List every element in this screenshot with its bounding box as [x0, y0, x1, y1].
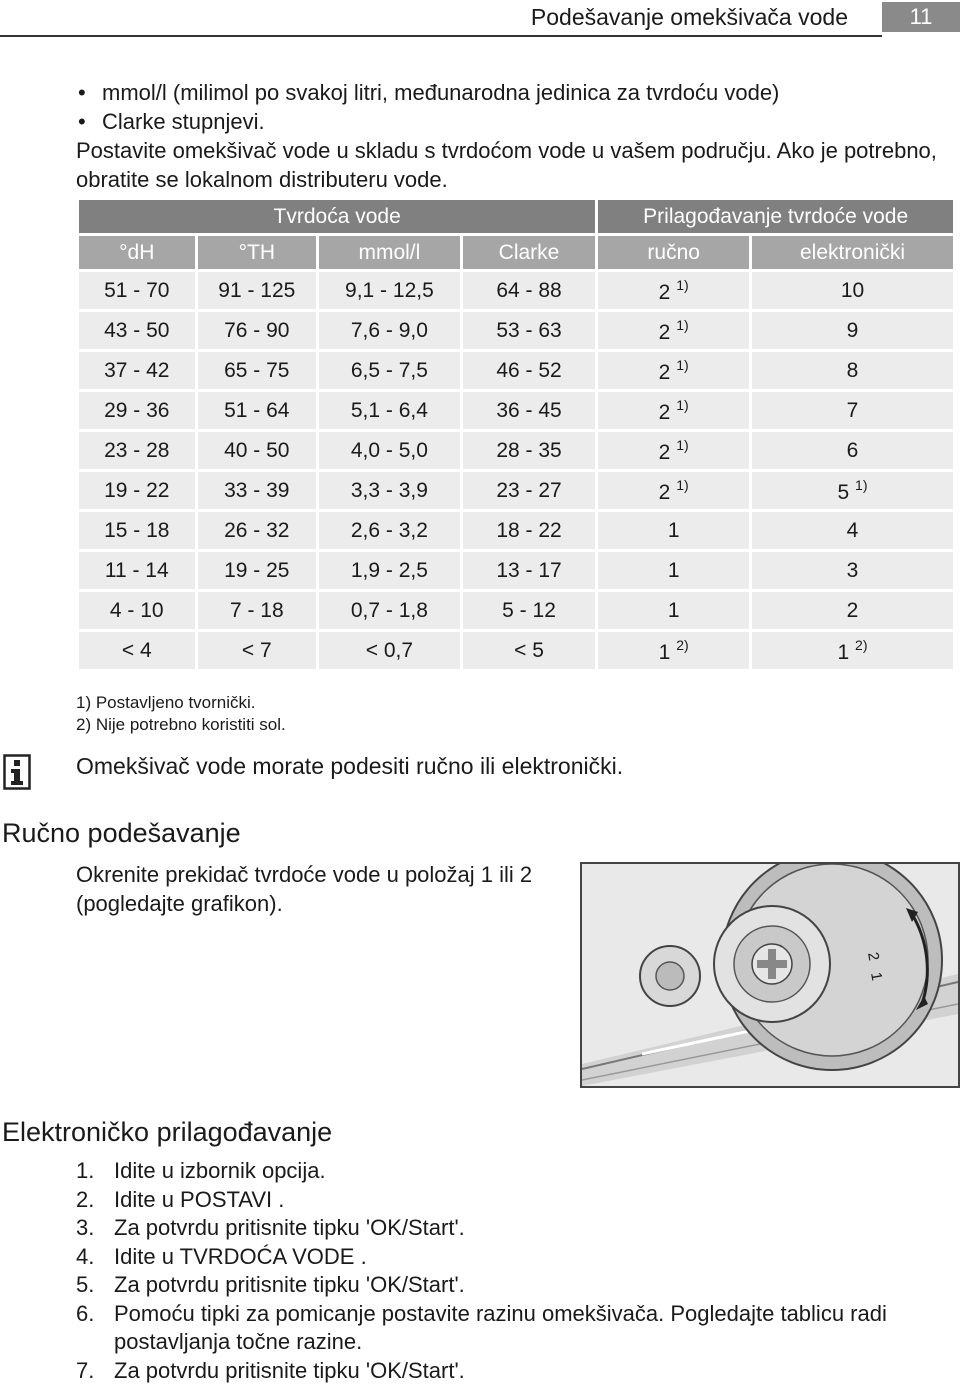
cell-mmol: 3,3 - 3,9 [319, 472, 460, 509]
table-row [79, 432, 953, 469]
column-header-mmol: mmol/l [319, 236, 460, 269]
cell-manual [598, 472, 749, 509]
cell-dh: 51 - 70 [79, 272, 195, 309]
cell-electronic [752, 472, 953, 509]
cell-manual-value: 2 [658, 440, 671, 464]
hardness-dial-figure [580, 862, 960, 1088]
cell-clarke: 36 - 45 [463, 392, 596, 429]
cell-electronic [752, 432, 953, 469]
cell-clarke: 64 - 88 [463, 272, 596, 309]
cell-dh: 37 - 42 [79, 352, 195, 389]
electronic-section-heading: Elektroničko prilagođavanje [2, 1117, 333, 1147]
step-number: 6. [76, 1300, 95, 1326]
table-row [79, 352, 953, 389]
step-number: 7. [76, 1357, 95, 1383]
step-number: 5. [76, 1272, 95, 1297]
cell-clarke: 46 - 52 [463, 352, 596, 389]
footnote-marker: 1) [676, 316, 689, 333]
cell-th: 7 - 18 [198, 592, 317, 629]
step-item [76, 1214, 960, 1243]
cell-mmol: 4,0 - 5,0 [319, 432, 460, 469]
footnote-marker: 1) [676, 476, 689, 493]
cell-clarke: 23 - 27 [463, 472, 596, 509]
cell-manual-value: 1 [667, 518, 680, 542]
cell-th: 33 - 39 [198, 472, 317, 509]
cell-electronic [752, 352, 953, 389]
cell-dh: 23 - 28 [79, 432, 195, 469]
cell-clarke: 28 - 35 [463, 432, 596, 469]
manual-section-heading: Ručno podešavanje [2, 818, 241, 848]
cell-dh: < 4 [79, 632, 195, 669]
cell-manual [598, 272, 749, 309]
cell-electronic [752, 512, 953, 549]
cell-manual [598, 632, 749, 669]
cell-clarke: 18 - 22 [463, 512, 596, 549]
table-row [79, 312, 953, 349]
step-number: 3. [76, 1215, 95, 1240]
cell-manual-value: 2 [658, 280, 671, 304]
step-text: Pomoću tipki za pomicanje postavite razinu omekšivača. Pogledajte tablicu radi postavljanja točne razine. [114, 1300, 887, 1354]
dial-illustration [582, 864, 958, 1086]
column-header-clarke: Clarke [463, 236, 596, 269]
cell-mmol: 0,7 - 1,8 [319, 592, 460, 629]
step-item [76, 1157, 960, 1186]
cell-dh: 19 - 22 [79, 472, 195, 509]
cell-dh: 29 - 36 [79, 392, 195, 429]
cell-manual-value: 1 [667, 558, 680, 582]
header-rule [0, 35, 882, 37]
intro-section [76, 78, 946, 194]
cell-electronic-value: 3 [846, 558, 859, 582]
cell-mmol: 5,1 - 6,4 [319, 392, 460, 429]
table-row [79, 552, 953, 589]
step-number: 2. [76, 1186, 95, 1212]
manual-section-text: Okrenite prekidač tvrdoće vode u položaj 1 ili 2 (pogledajte grafikon). [76, 862, 533, 916]
bullet-item: • Clarke stupnjevi. [76, 107, 946, 136]
table-body [79, 272, 953, 669]
cell-th: 19 - 25 [198, 552, 317, 589]
table-row [79, 632, 953, 669]
cell-mmol: 2,6 - 3,2 [319, 512, 460, 549]
step-item [76, 1300, 960, 1357]
info-icon [3, 754, 31, 790]
column-header-electronic: elektronički [752, 236, 953, 269]
table-column-header-row [79, 236, 953, 269]
footnote-marker: 1) [855, 476, 868, 493]
cell-mmol: 9,1 - 12,5 [319, 272, 460, 309]
step-text: Za potvrdu pritisnite tipku 'OK/Start'. [114, 1272, 465, 1297]
cell-electronic-value: 10 [840, 278, 865, 302]
cell-manual-value: 1 [667, 598, 680, 622]
step-item [76, 1357, 960, 1386]
cell-electronic [752, 272, 953, 309]
table-row [79, 272, 953, 309]
cell-th: 76 - 90 [198, 312, 317, 349]
footnote-marker: 1) [676, 356, 689, 373]
cell-th: 65 - 75 [198, 352, 317, 389]
cell-manual [598, 552, 749, 589]
step-text: Idite u TVRDOĆA VODE . [114, 1243, 367, 1269]
cell-manual [598, 432, 749, 469]
page-number: 11 [882, 2, 960, 32]
table-row [79, 592, 953, 629]
group-header-hardness: Tvrdoća vode [79, 200, 595, 233]
table-row [79, 392, 953, 429]
cell-manual [598, 392, 749, 429]
cell-mmol: 6,5 - 7,5 [319, 352, 460, 389]
column-header-dh: °dH [79, 236, 195, 269]
cell-manual [598, 592, 749, 629]
cell-dh: 4 - 10 [79, 592, 195, 629]
cell-manual-value: 2 [658, 320, 671, 344]
cell-manual-value: 1 [658, 640, 671, 664]
column-header-manual: ručno [598, 236, 749, 269]
footnote: 1) Postavljeno tvornički. [76, 693, 256, 712]
step-number: 4. [76, 1243, 95, 1269]
table-row [79, 472, 953, 509]
step-item [76, 1243, 960, 1272]
cell-manual [598, 312, 749, 349]
footnote-marker: 2) [855, 636, 868, 653]
header-title: Podešavanje omekšivača vode [530, 4, 848, 30]
table-row [79, 512, 953, 549]
cell-electronic-value: 9 [846, 318, 859, 342]
group-header-adjustment: Prilagođavanje tvrdoće vode [598, 200, 953, 233]
footnote: 2) Nije potrebno koristiti sol. [76, 715, 286, 734]
dial-label-1: 1 [867, 970, 886, 983]
cell-mmol: 7,6 - 9,0 [319, 312, 460, 349]
step-text: Idite u POSTAVI . [114, 1186, 285, 1212]
info-text: Omekšivač vode morate podesiti ručno ili elektronički. [76, 753, 624, 779]
cell-th: 40 - 50 [198, 432, 317, 469]
cell-th: 26 - 32 [198, 512, 317, 549]
step-text: Za potvrdu pritisnite tipku 'OK/Start'. [114, 1215, 465, 1240]
cell-clarke: 53 - 63 [463, 312, 596, 349]
electronic-steps-list [76, 1157, 960, 1385]
column-header-th: °TH [198, 236, 317, 269]
cell-clarke: 13 - 17 [463, 552, 596, 589]
footnote-marker: 1) [676, 436, 689, 453]
step-number: 1. [76, 1158, 95, 1183]
cell-dh: 11 - 14 [79, 552, 195, 589]
cell-electronic-value: 2 [846, 598, 859, 622]
step-text: Idite u izbornik opcija. [114, 1158, 326, 1183]
cell-clarke: < 5 [463, 632, 596, 669]
cell-electronic [752, 632, 953, 669]
cell-manual [598, 512, 749, 549]
cell-th: < 7 [198, 632, 317, 669]
cell-mmol: 1,9 - 2,5 [319, 552, 460, 589]
cell-manual [598, 352, 749, 389]
cell-mmol: < 0,7 [319, 632, 460, 669]
footnote-marker: 1) [676, 276, 689, 293]
step-text: Za potvrdu pritisnite tipku 'OK/Start'. [114, 1357, 465, 1383]
cell-manual-value: 2 [658, 480, 671, 504]
dial-label-2: 2 [864, 950, 883, 963]
cell-electronic-value: 6 [846, 438, 859, 462]
step-item [76, 1271, 960, 1300]
footnote-marker: 1) [676, 396, 689, 413]
cell-electronic [752, 312, 953, 349]
cell-manual-value: 2 [658, 400, 671, 424]
bullet-item: • mmol/l (milimol po svakoj litri, međunarodna jedinica za tvrdoću vode) [76, 78, 946, 107]
intro-paragraph: Postavite omekšivač vode u skladu s tvrdoćom vode u vašem području. Ako je potrebno, obratite se lokalnom distributeru vode. [76, 138, 937, 192]
cell-dh: 43 - 50 [79, 312, 195, 349]
cell-electronic [752, 552, 953, 589]
cell-th: 51 - 64 [198, 392, 317, 429]
cell-th: 91 - 125 [198, 272, 317, 309]
cell-manual-value: 2 [658, 360, 671, 384]
cell-electronic-value: 5 [837, 480, 850, 504]
cell-electronic-value: 8 [846, 358, 859, 382]
cell-electronic [752, 392, 953, 429]
cell-electronic [752, 592, 953, 629]
table-group-header-row [79, 200, 953, 233]
footnote-marker: 2) [676, 636, 689, 653]
cell-clarke: 5 - 12 [463, 592, 596, 629]
step-item [76, 1186, 960, 1215]
water-hardness-table [76, 197, 956, 672]
cell-electronic-value: 1 [837, 640, 850, 664]
cell-electronic-value: 4 [846, 518, 859, 542]
footnotes [76, 692, 286, 736]
cell-dh: 15 - 18 [79, 512, 195, 549]
cell-electronic-value: 7 [846, 398, 859, 422]
